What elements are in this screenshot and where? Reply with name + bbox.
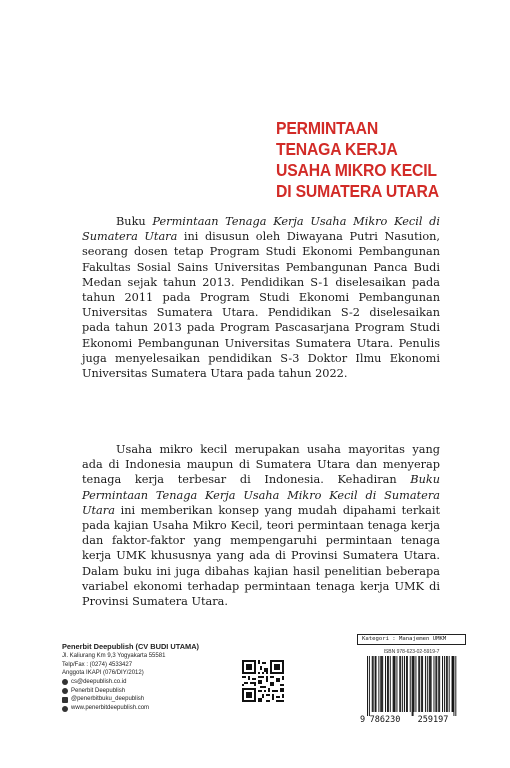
barcode-bar <box>413 656 414 716</box>
category-label: Kategori : Manajemen UMKM <box>357 634 466 645</box>
barcode-bar <box>446 656 447 712</box>
barcode-bar <box>407 656 408 712</box>
barcode-bar <box>438 656 439 712</box>
barcode-bar <box>373 656 374 712</box>
barcode-bar <box>435 656 436 712</box>
barcode-bar <box>395 656 396 712</box>
barcode-bar <box>372 656 373 712</box>
publisher-name: Penerbit Deepublish (CV BUDI UTAMA) <box>62 642 200 651</box>
barcode-bar <box>375 656 376 712</box>
paragraph-prefix: Buku <box>116 215 153 228</box>
barcode-right-digits: 259197 <box>417 715 449 724</box>
barcode-bar <box>400 656 401 712</box>
barcode-bar <box>455 656 456 716</box>
publisher-instagram: @penerbitbuku_deepublish <box>71 696 145 703</box>
email-icon <box>62 679 68 685</box>
isbn-number: ISBN 978-623-02-5919-7 <box>383 649 440 655</box>
title-line: DI SUMATERA UTARA <box>276 181 439 201</box>
barcode-bar <box>381 656 382 712</box>
barcode-bar <box>406 656 407 712</box>
barcode-bar <box>382 656 383 712</box>
barcode-left-digits: 786230 <box>369 715 401 724</box>
paragraph-body: ini disusun oleh Diwayana Putri Nasution, seorang dosen tetap Program Studi Ekonomi Pembangunan Fakultas Sosial Sains Universitas Pembangunan Panca Budi Medan sejak tahun 2013. Pendidikan S-1 diselesaikan pada tahun 2011 pada Program Studi Ekonomi Pembangunan Universitas Sumatera Utara. Pendidikan S-2 diselesaikan pada tahun 2013 pada Program Pascasarjana Program Studi Ekonomi Pembangunan Universitas Sumatera Utara. Penulis juga menyelesaikan pendidikan S-3 Doktor Ilmu Ekonomi Universitas Sumatera Utara pada tahun 2022. <box>82 230 440 381</box>
barcode <box>357 656 466 724</box>
barcode-bar <box>369 656 370 716</box>
barcode-bar <box>412 656 413 716</box>
barcode-bar <box>442 656 443 712</box>
publisher-website: www.penerbitdeepublish.com <box>71 705 150 712</box>
barcode-bar <box>410 656 411 712</box>
barcode-bar <box>394 656 395 712</box>
title-line: PERMINTAAN <box>276 118 379 138</box>
qr-code <box>242 660 284 702</box>
book-title <box>276 118 474 202</box>
barcode-bar <box>453 656 454 712</box>
barcode-bar <box>418 656 419 712</box>
barcode-bar <box>447 656 448 712</box>
website-row <box>62 704 262 713</box>
publisher-facebook: Penerbit Deepublish <box>71 687 126 694</box>
barcode-bar <box>439 656 440 712</box>
barcode-bar <box>430 656 431 712</box>
barcode-bar <box>393 656 394 712</box>
barcode-bar <box>453 656 454 716</box>
barcode-bar <box>427 656 428 712</box>
barcode-bar <box>390 656 391 712</box>
facebook-icon <box>62 688 68 694</box>
globe-icon <box>62 706 68 712</box>
paragraph-book-title: Permintaan Tenaga Kerja Usaha Mikro Kecil di Sumatera Utara <box>82 215 440 244</box>
synopsis-paragraph <box>82 442 440 609</box>
paragraph-prefix: Usaha mikro kecil merupakan usaha mayoritas yang ada di Indonesia maupun di Sumatera Utara dan menyerap tenaga kerja terbesar di Indonesia. Kehadiran <box>82 443 440 487</box>
instagram-row <box>62 695 262 704</box>
barcode-bar <box>367 656 368 716</box>
facebook-row <box>62 687 262 696</box>
barcode-bar <box>419 656 420 712</box>
barcode-bar <box>429 656 430 712</box>
paragraph-book-title: Buku Permintaan Tenaga Kerja Usaha Mikro Kecil di Sumatera Utara <box>82 473 440 517</box>
barcode-bar <box>414 656 415 712</box>
barcode-bar <box>387 656 388 712</box>
barcode-bar <box>399 656 400 712</box>
barcode-bar <box>380 656 381 712</box>
barcode-bar <box>449 656 450 712</box>
barcode-first-digit: 9 <box>360 715 366 724</box>
barcode-bar <box>415 656 416 712</box>
publisher-info <box>62 642 262 713</box>
author-paragraph <box>82 214 440 381</box>
instagram-icon <box>62 697 68 703</box>
email-row <box>62 678 262 687</box>
barcode-bar <box>422 656 423 712</box>
barcode-bar <box>402 656 403 712</box>
isbn-barcode-block <box>357 634 466 724</box>
barcode-bar <box>434 656 435 712</box>
barcode-bar <box>378 656 379 712</box>
barcode-bar <box>385 656 386 712</box>
paragraph-body: ini memberikan konsep yang mudah dipahami terkait pada kajian Usaha Mikro Kecil, teori permintaan tenaga kerja dan faktor-faktor yang mempengaruhi permintaan tenaga kerja UMK khususnya yang ada di Provinsi Sumatera Utara. Dalam buku ini juga dibahas kajian hasil penelitian beberapa variabel ekonomi terhadap permintaan tenaga kerja UMK di Provinsi Sumatera Utara. <box>82 503 440 609</box>
barcode-bar <box>431 656 432 712</box>
publisher-address: Jl. Kaliurang Km 9,3 Yogyakarta 55581 <box>62 653 166 659</box>
publisher-email: cs@deepublish.co.id <box>71 678 127 685</box>
barcode-bar <box>425 656 426 712</box>
barcode-bar <box>436 656 437 712</box>
barcode-bar <box>444 656 445 712</box>
publisher-phone: Telp/Fax : (0274) 4533427 <box>62 661 133 668</box>
publisher-ikapi: Anggota IKAPI (076/DIY/2012) <box>62 670 144 677</box>
barcode-bar <box>388 656 389 712</box>
barcode-bar <box>396 656 397 712</box>
barcode-bar <box>376 656 377 712</box>
barcode-bar <box>421 656 422 712</box>
title-line: TENAGA KERJA <box>276 139 398 159</box>
barcode-bar <box>452 656 453 712</box>
barcode-bar <box>404 656 405 712</box>
title-line: USAHA MIKRO KECIL <box>276 160 437 180</box>
